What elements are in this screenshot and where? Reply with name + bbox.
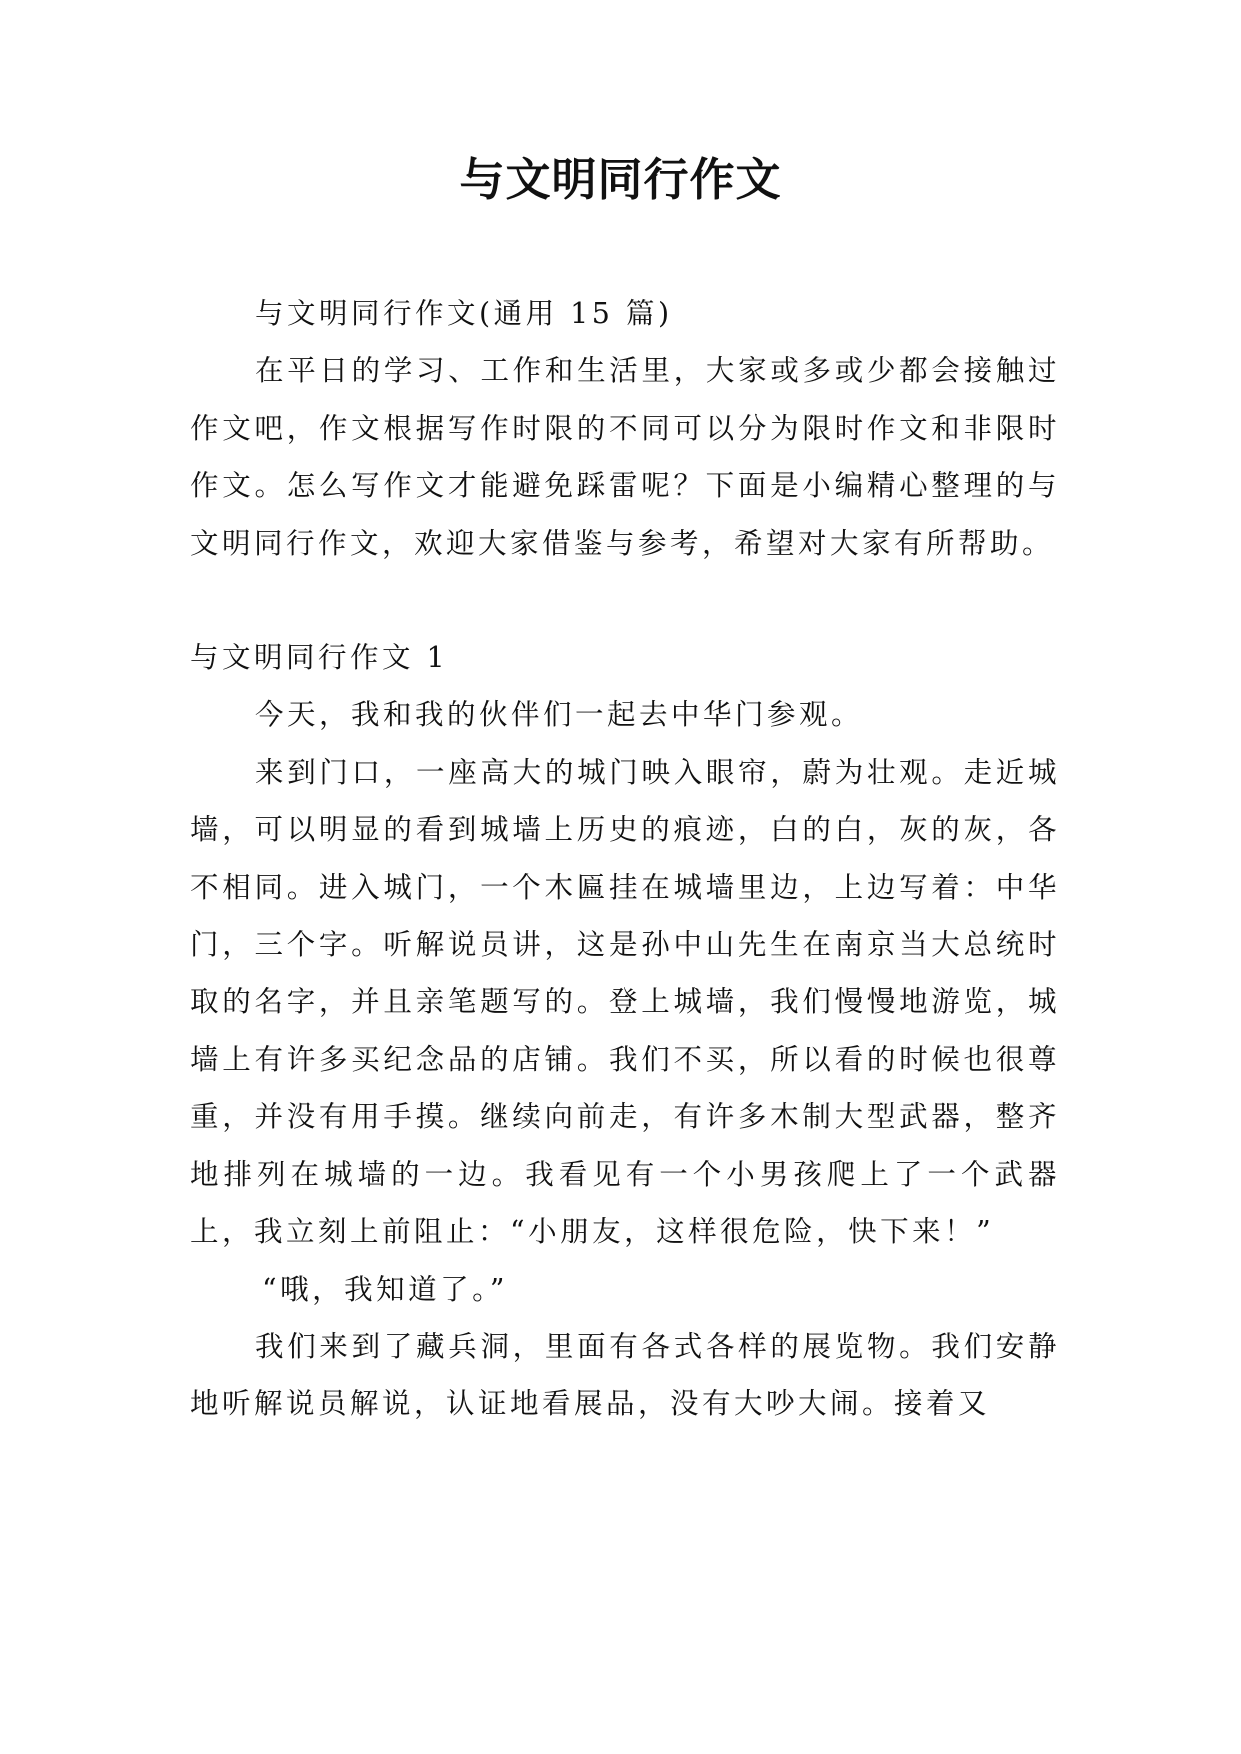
subtitle-line: 与文明同行作文(通用 15 篇) (255, 297, 673, 330)
intro-paragraph: 在平日的学习、工作和生活里，大家或多或少都会接触过作文吧，作文根据写作时限的不同可以分为限时作文和非限时作文。怎么写作文才能避免踩雷呢？下面是小编精心整理的与文明同行作文，欢迎大家借鉴与参考，希望对大家有所帮助。 (190, 354, 1060, 560)
paragraph: 我们来到了藏兵洞，里面有各式各样的展览物。我们安静地听解说员解说，认证地看展品，没有大吵大闹。接着又 (190, 1329, 1060, 1421)
document-title: 与文明同行作文 (459, 153, 782, 206)
paragraph: “哦，我知道了。” (262, 1272, 508, 1306)
paragraph: 来到门口，一座高大的城门映入眼帘，蔚为壮观。走近城墙，可以明显的看到城墙上历史的痕迹，白的白，灰的灰，各不相同。进入城门，一个木匾挂在城墙里边，上边写着：中华门，三个字。听解说员讲，这是孙中山先生在南京当大总统时取的名字，并且亲笔题写的。登上城墙，我们慢慢地游览，城墙上有许多买纪念品的店铺。我们不买，所以看的时候也很尊重，并没有用手摸。继续向前走，有许多木制大型武器，整齐地排列在城墙的一边。我看见有一个小男孩爬上了一个武器上，我立刻上前阻止：“小朋友，这样很危险，快下来！” (190, 755, 1060, 1249)
paragraph: 今天，我和我的伙伴们一起去中华门参观。 (255, 698, 864, 732)
document-body (190, 285, 1060, 1433)
section-heading: 与文明同行作文 1 (190, 641, 449, 675)
